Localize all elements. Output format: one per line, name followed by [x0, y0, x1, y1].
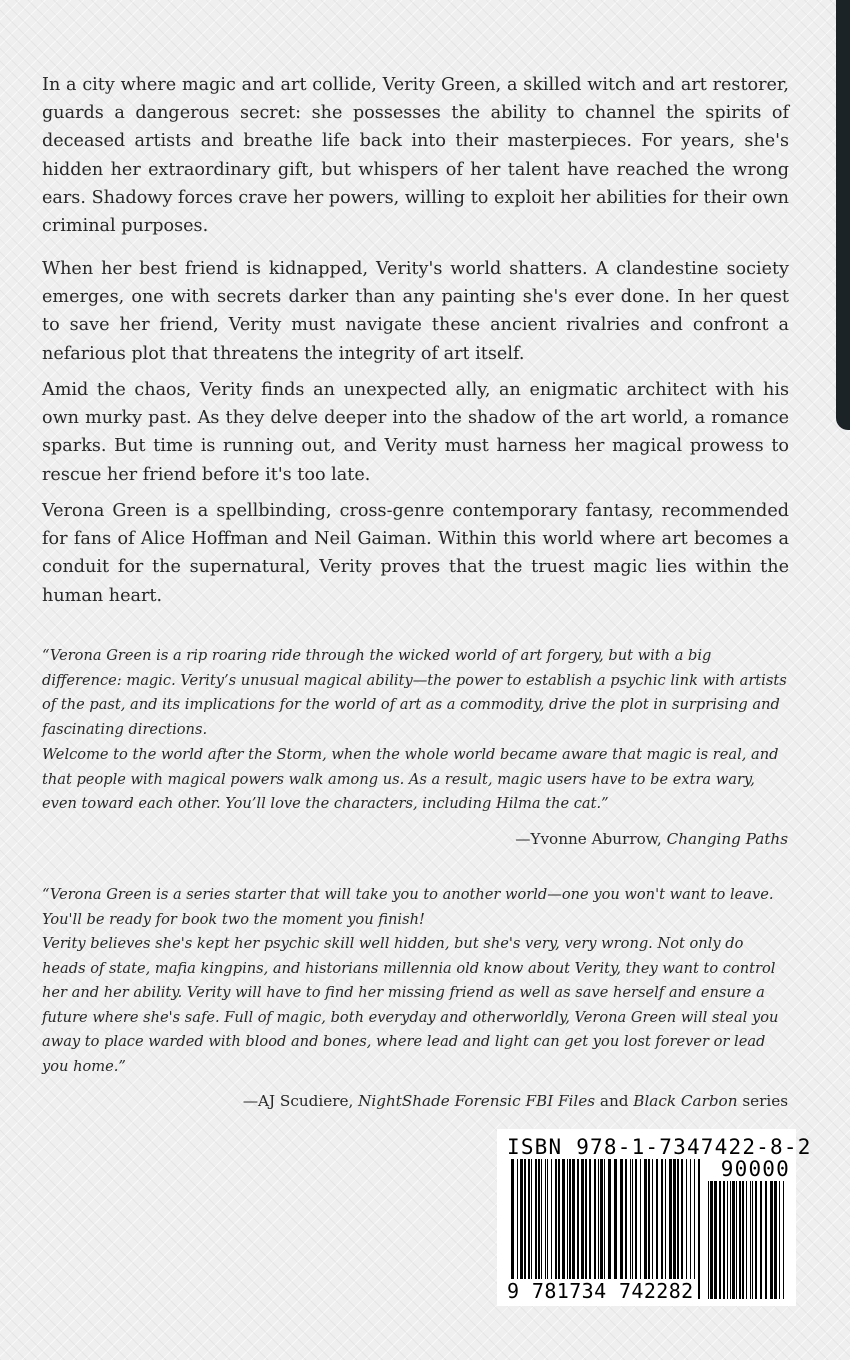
review2-suffix: series	[742, 1092, 788, 1110]
barcode-bar	[528, 1159, 530, 1299]
barcode-bar	[524, 1159, 526, 1299]
barcode-bar	[665, 1159, 666, 1299]
ean-digits: 9 781734 742282	[507, 1279, 697, 1303]
barcode-bar	[723, 1181, 725, 1299]
barcode-bar	[555, 1159, 557, 1299]
barcode-bar	[577, 1159, 579, 1299]
barcode-bar	[732, 1181, 735, 1299]
barcode-bar	[661, 1159, 663, 1299]
blurb-paragraph-4: Verona Green is a spellbinding, cross-genre contemporary fantasy, recommended for fans of Alice Hoffman and Neil Gaiman. Within this world where art becomes a conduit for the supernatural, Verity proves that the truest magic lies within the human heart.	[42, 501, 789, 606]
barcode-bar	[585, 1159, 587, 1299]
barcode-bar	[598, 1159, 599, 1299]
barcode-bar	[770, 1181, 773, 1299]
barcode-bar	[620, 1159, 623, 1299]
barcode-bar	[714, 1181, 717, 1299]
barcode-bar	[730, 1181, 731, 1299]
review1-paragraph-2: Welcome to the world after the Storm, when the whole world became aware that magic is real, and that people with magical powers walk among us. As a result, magic users have to be extra wary, even toward each other. You’ll love the characters, including Hilma the cat.”	[42, 746, 779, 812]
barcode-bar	[632, 1159, 633, 1299]
addon-barcode-bars	[708, 1181, 786, 1299]
barcode-bar	[572, 1159, 575, 1299]
barcode-bar	[774, 1181, 777, 1299]
barcode-bar	[569, 1159, 571, 1299]
barcode-bar	[558, 1159, 560, 1299]
barcode-bar	[708, 1181, 709, 1299]
barcode-bar	[673, 1159, 676, 1299]
barcode-bar	[640, 1159, 641, 1299]
barcode-bar	[535, 1159, 537, 1299]
barcode-bar	[648, 1159, 650, 1299]
review1-paragraph-1: “Verona Green is a rip roaring ride through the wicked world of art forgery, but with a big difference: magic. Verity’s unusual magical ability—the power to establish a psychic link with artists of the past, and its implications for the world of art as a commodity, drive the plot in surprising and fascinating directions.	[42, 647, 787, 738]
barcode-bar	[746, 1181, 747, 1299]
review2-source-2: Black Carbon	[633, 1092, 738, 1110]
barcode-bar	[511, 1159, 514, 1299]
barcode-bar	[727, 1181, 728, 1299]
barcode-bar	[690, 1159, 691, 1299]
barcode-bar	[656, 1159, 658, 1299]
barcode-bar	[589, 1159, 591, 1299]
barcode-bar	[608, 1159, 611, 1299]
barcode-bar	[698, 1159, 700, 1299]
barcode-bar	[694, 1159, 695, 1299]
barcode-bar	[614, 1159, 617, 1299]
barcode-bar	[742, 1181, 744, 1299]
barcode-bar	[644, 1159, 647, 1299]
barcode-bar	[677, 1159, 679, 1299]
barcode-bar	[752, 1181, 753, 1299]
barcode-bar	[562, 1159, 565, 1299]
barcode-bar	[604, 1159, 605, 1299]
review2-source-1: NightShade Forensic FBI Files	[358, 1092, 596, 1110]
barcode-bar	[567, 1159, 568, 1299]
barcode-bar	[750, 1181, 751, 1299]
spine-edge	[836, 0, 850, 430]
barcode-bar	[551, 1159, 552, 1299]
barcode-bar	[547, 1159, 548, 1299]
barcode-bar	[736, 1181, 737, 1299]
review1-source: Changing Paths	[666, 830, 788, 848]
barcode-bar	[783, 1181, 784, 1299]
barcode-bar	[652, 1159, 653, 1299]
isbn-label: ISBN 978-1-7347422-8-2	[507, 1135, 812, 1159]
barcode-bar	[531, 1159, 532, 1299]
review2-and: and	[599, 1092, 629, 1110]
barcode-bar	[600, 1159, 603, 1299]
review2-author: —AJ Scudiere,	[242, 1092, 354, 1110]
barcode-bar	[719, 1181, 721, 1299]
barcode-bar	[594, 1159, 596, 1299]
barcode-bar	[635, 1159, 637, 1299]
barcode-bar	[760, 1181, 762, 1299]
barcode-bar	[681, 1159, 683, 1299]
barcode-bar	[545, 1159, 546, 1299]
barcode-bar	[710, 1181, 713, 1299]
barcode-bar	[755, 1181, 757, 1299]
isbn-barcode	[497, 1129, 812, 1306]
barcode-bar	[686, 1159, 687, 1299]
blurb-paragraph-1: In a city where magic and art collide, Verity Green, a skilled witch and art restorer, guards a dangerous secret: she possesses the ability to channel the spirits of deceased artists and breathe life back into their masterpieces. For years, she's hidden her extraordinary gift, but whispers of her talent have reached the wrong ears. Shadowy forces crave her powers, willing to exploit her abilities for their own criminal purposes.	[42, 75, 789, 237]
barcode-bar	[625, 1159, 627, 1299]
barcode-bar	[739, 1181, 741, 1299]
barcode-bar	[630, 1159, 631, 1299]
review2-attribution	[243, 1090, 788, 1112]
blurb-paragraph-3: Amid the chaos, Verity finds an unexpected ally, an enigmatic architect with his own murky past. As they delve deeper into the shadow of the art world, a romance sparks. But time is running out, and Verity must harness her magical prowess to rescue her friend before it's too late.	[42, 380, 789, 485]
barcode-bar	[520, 1159, 523, 1299]
review2-paragraph-2: Verity believes she's kept her psychic skill well hidden, but she's very, very wrong. Not only do heads of state, mafia kingpins, and historians millennia old know about Verity, they want to control her and her ability. Verity will have to find her missing friend as well as save herself and ensure a future where she's safe. Full of magic, both everyday and otherworldly, Verona Green will steal you away to place warded with blood and bones, where lead and light can get you lost forever or lead you home.”	[42, 935, 779, 1075]
barcode-bar	[765, 1181, 767, 1299]
barcode-bar	[538, 1159, 540, 1299]
blurb-paragraph-2: When her best friend is kidnapped, Verity's world shatters. A clandestine society emerges, one with secrets darker than any painting she's ever done. In her quest to save her friend, Verity must navigate these ancient rivalries and confront a nefarious plot that threatens the integrity of art itself.	[42, 259, 789, 364]
barcode-bar	[581, 1159, 584, 1299]
main-barcode-bars	[511, 1159, 701, 1299]
review1-attribution	[515, 828, 788, 850]
barcode-bar	[541, 1159, 542, 1299]
barcode-bar	[779, 1181, 780, 1299]
barcode-bar	[669, 1159, 672, 1299]
addon-price: 90000	[720, 1157, 790, 1181]
barcode-bar	[517, 1159, 518, 1299]
review2-paragraph-1: “Verona Green is a series starter that will take you to another world—one you won't want to leave. You'll be ready for book two the moment you finish!	[42, 886, 774, 928]
review1-author: —Yvonne Aburrow,	[515, 830, 662, 848]
